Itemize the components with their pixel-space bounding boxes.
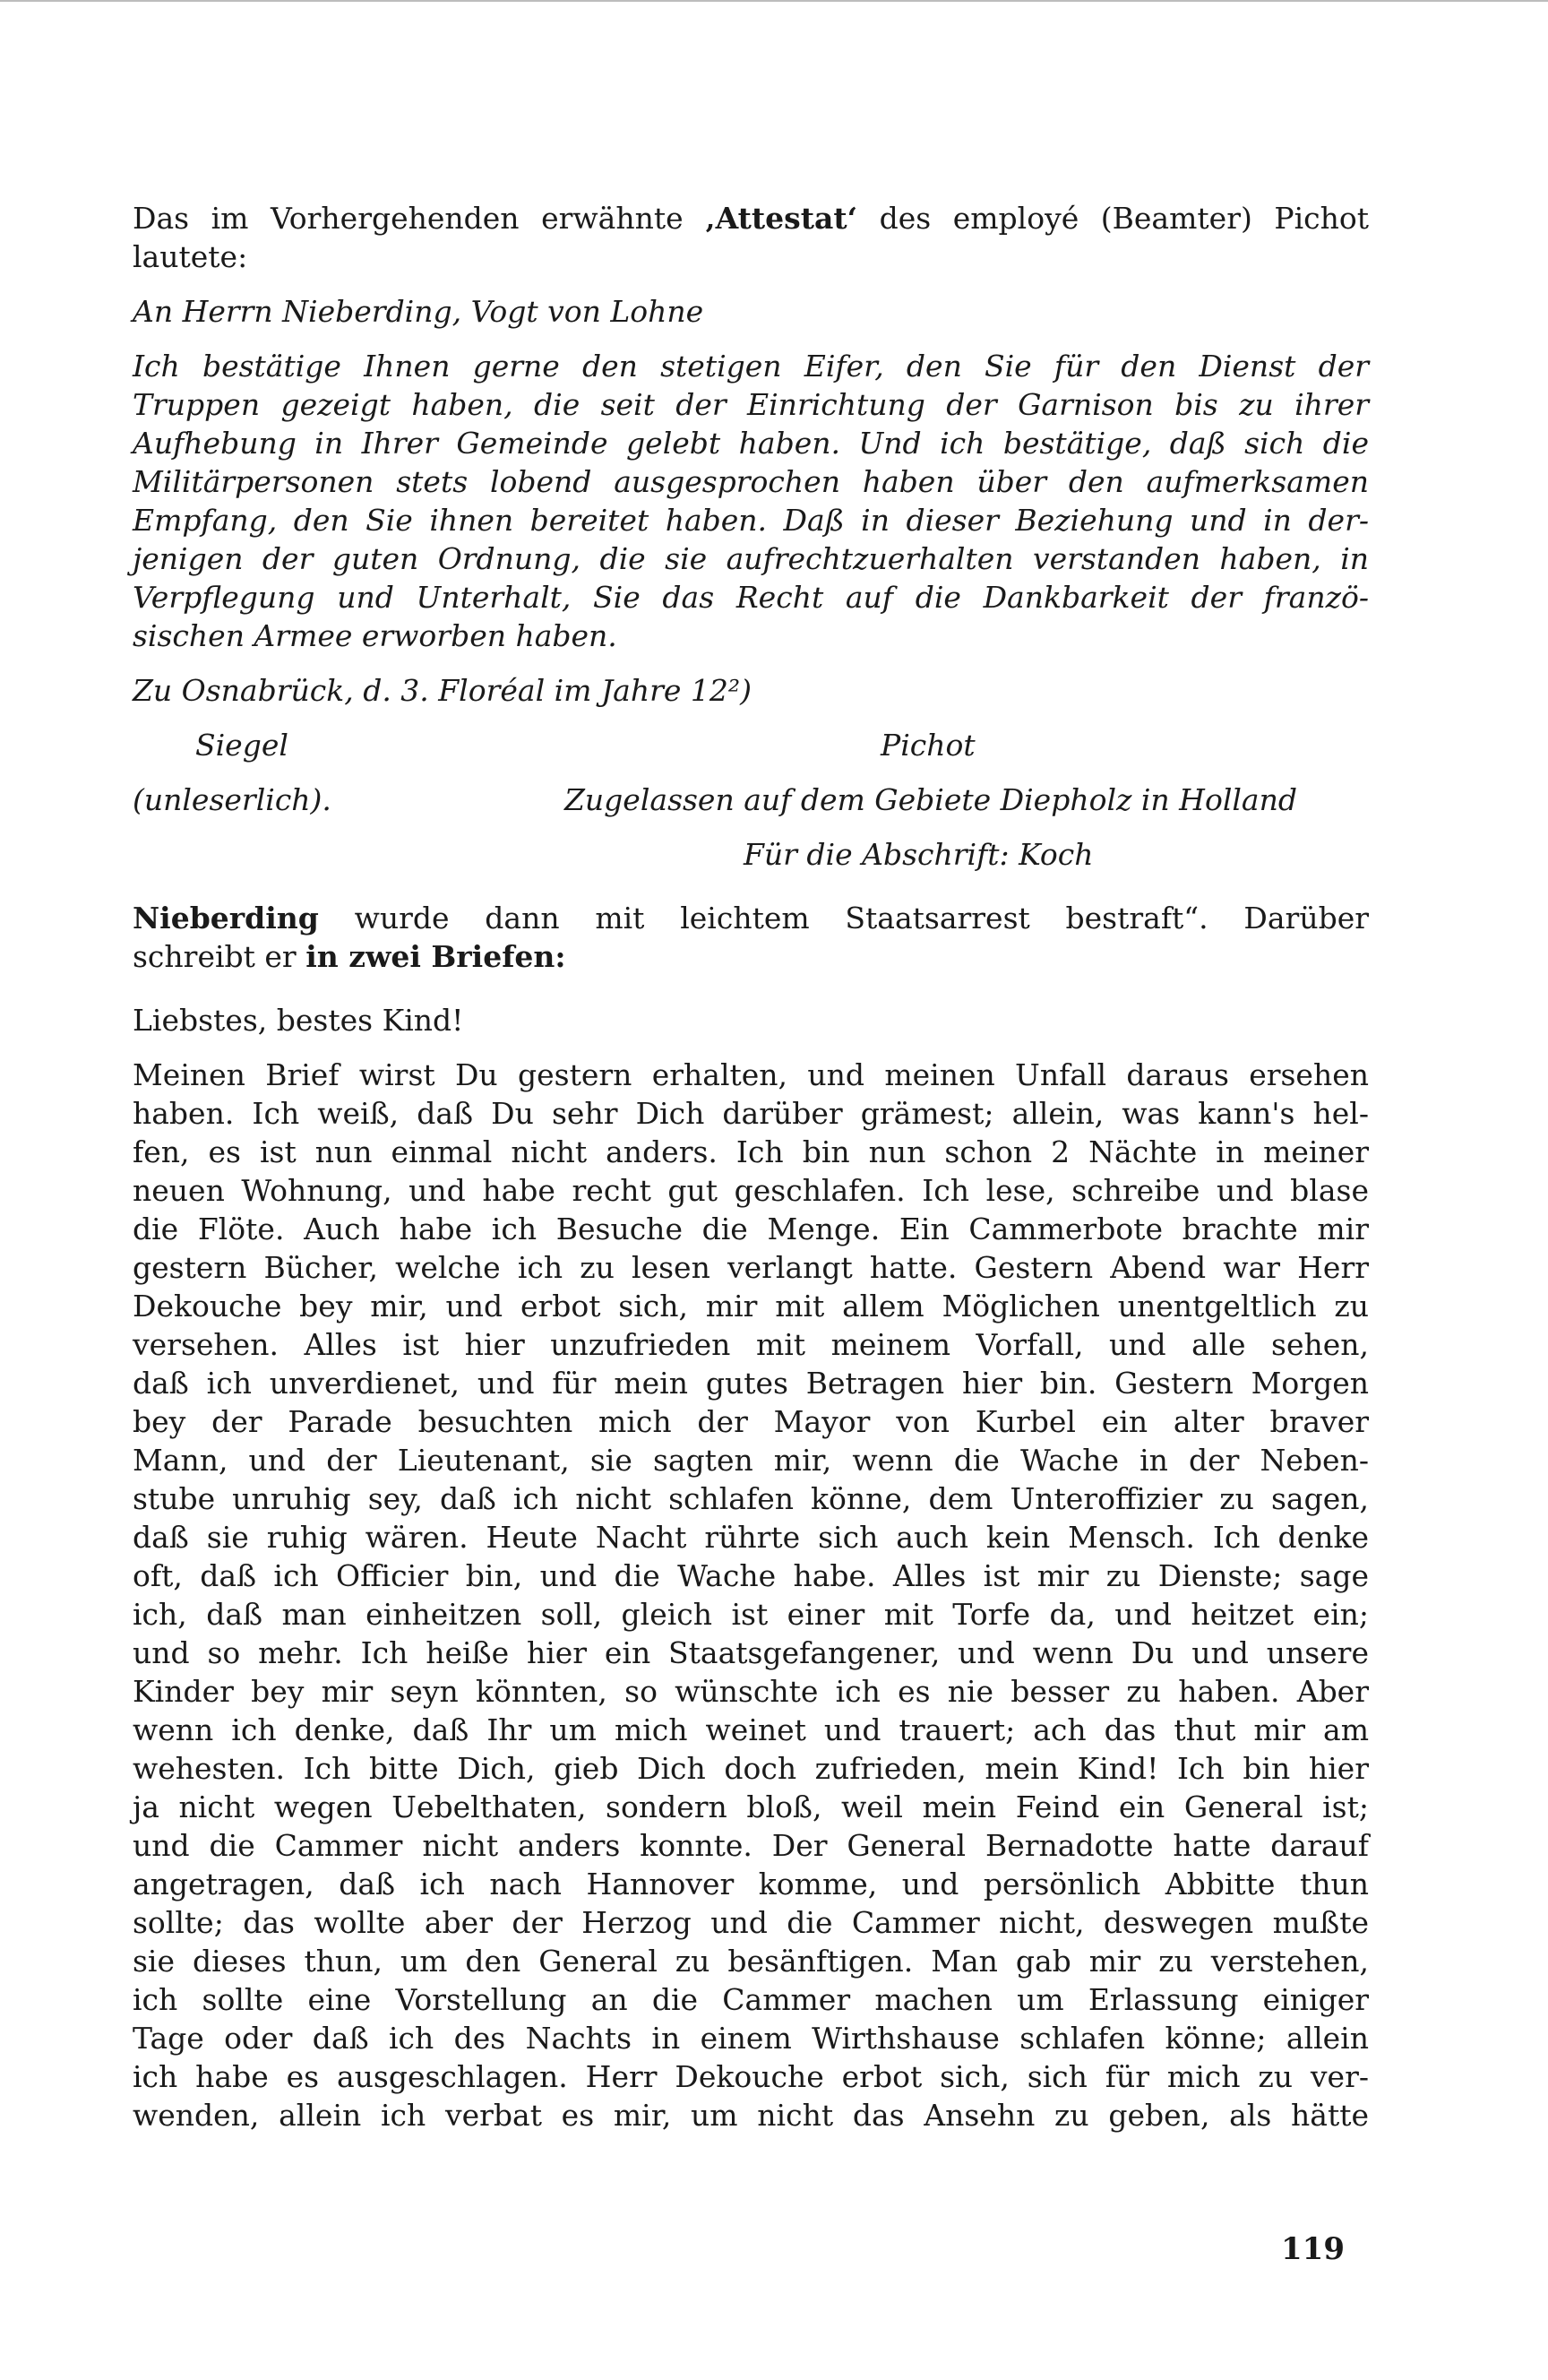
transition-line-2 [133, 937, 1369, 976]
intro-text-c: des employé (Beamter) Pichot [857, 201, 1369, 236]
intro-text-a: Das im Vorhergehenden erwähnte [133, 201, 706, 236]
letter-line: fen, es ist nun einmal nicht anders. Ich bin nun schon 2 Nächte in meiner [133, 1134, 1369, 1169]
letter-line: sie dieses thun, um den General zu besänftigen. Man gab mir zu verstehen, [133, 1944, 1369, 1979]
transition-line-1 [133, 899, 1369, 937]
letter-line: sollte; das wollte aber der Herzog und die Cammer nicht, deswegen mußte [133, 1905, 1369, 1940]
intro-line-1 [133, 199, 1369, 237]
attestat-place-date: Zu Osnabrück, d. 3. Floréal im Jahre 12²) [133, 673, 752, 708]
transition-emphasis: in zwei Briefen: [305, 939, 566, 974]
seal-label: Siegel [195, 728, 288, 763]
letter-line: ich, daß man einheitzen soll, gleich ist einer mit Torfe da, und heitzet ein; [133, 1597, 1369, 1632]
attestat-line: Truppen gezeigt haben, die seit der Einrichtung der Garnison bis zu ihrer [133, 387, 1369, 422]
attestat-line: Aufhebung in Ihrer Gemeinde gelebt haben. Und ich bestätige, daß sich die [133, 426, 1369, 461]
letter-line: haben. Ich weiß, daß Du sehr Dich darüber grämest; allein, was kann's hel- [133, 1096, 1369, 1131]
transition-name: Nieberding [133, 901, 319, 936]
letter-line: ich sollte eine Vorstellung an die Cammer machen um Erlassung einiger [133, 1982, 1369, 2017]
letter-line: daß sie ruhig wären. Heute Nacht rührte sich auch kein Mensch. Ich denke [133, 1520, 1369, 1555]
seal-note: (unleserlich). [133, 782, 331, 817]
attestat-address: An Herrn Nieberding, Vogt von Lohne [133, 294, 704, 329]
attestat-line: sischen Armee erworben haben. [133, 618, 617, 653]
letter-line: neuen Wohnung, und habe recht gut geschlafen. Ich lese, schreibe und blase [133, 1173, 1369, 1208]
letter-line: wehesten. Ich bitte Dich, gieb Dich doch zufrieden, mein Kind! Ich bin hier [133, 1751, 1369, 1786]
letter-body [133, 1056, 1369, 2134]
top-edge-rule [0, 0, 1548, 2]
letter-line: stube unruhig sey, daß ich nicht schlafen könne, dem Unteroffizier zu sagen, [133, 1481, 1369, 1516]
letter-line: gestern Bücher, welche ich zu lesen verlangt hatte. Gestern Abend war Herr [133, 1250, 1369, 1285]
letter-salutation: Liebstes, bestes Kind! [133, 1003, 464, 1038]
transition-text: schreibt er [133, 939, 306, 974]
attestat-line: Empfang, den Sie ihnen bereitet haben. Daß in dieser Beziehung und in der- [133, 503, 1369, 538]
attestat-line: jenigen der guten Ordnung, die sie aufrechtzuerhalten verstanden haben, in [133, 541, 1369, 576]
attestat-line: Verpflegung und Unterhalt, Sie das Recht auf die Dankbarkeit der franzö- [133, 580, 1369, 615]
attestat-line: Ich bestätige Ihnen gerne den stetigen Eifer, den Sie für den Dienst der [133, 349, 1369, 384]
letter-line: oft, daß ich Officier bin, und die Wache habe. Alles ist mir zu Dienste; sage [133, 1558, 1369, 1593]
letter-line: ja nicht wegen Uebelthaten, sondern bloß, weil mein Feind ein General ist; [133, 1789, 1369, 1824]
letter-line: daß ich unverdienet, und für mein gutes Betragen hier bin. Gestern Morgen [133, 1366, 1369, 1401]
letter-line: bey der Parade besuchten mich der Mayor von Kurbel ein alter braver [133, 1404, 1369, 1439]
intro-attestat-term: ‚Attestat‘ [705, 201, 858, 236]
page-number: 119 [1281, 2231, 1345, 2267]
signer-name: Pichot [881, 728, 976, 763]
letter-line: und die Cammer nicht anders konnte. Der General Bernadotte hatte darauf [133, 1828, 1369, 1863]
letter-line: ich habe es ausgeschlagen. Herr Dekouche erbot sich, sich für mich zu ver- [133, 2059, 1369, 2094]
letter-line: versehen. Alles ist hier unzufrieden mit meinem Vorfall, und alle sehen, [133, 1327, 1369, 1362]
letter-line: wenn ich denke, daß Ihr um mich weinet und trauert; ach das thut mir am [133, 1712, 1369, 1747]
signature-row-3 [133, 835, 1369, 874]
letter-line: Meinen Brief wirst Du gestern erhalten, und meinen Unfall daraus ersehen [133, 1057, 1369, 1092]
letter-line: Tage oder daß ich des Nachts in einem Wirthshause schlafen könne; allein [133, 2021, 1369, 2056]
signature-row-2 [133, 780, 1369, 819]
signer-note: Zugelassen auf dem Gebiete Diepholz in Holland [564, 782, 1297, 817]
attestat-line: Militärpersonen stets lobend ausgesprochen haben über den aufmerksamen [133, 464, 1369, 499]
page-body [133, 199, 1369, 2134]
letter-line: und so mehr. Ich heiße hier ein Staatsgefangener, und wenn Du und unsere [133, 1635, 1369, 1670]
letter-line: die Flöte. Auch habe ich Besuche die Menge. Ein Cammerbote brachte mir [133, 1212, 1369, 1246]
letter-line: Dekouche bey mir, und erbot sich, mir mit allem Möglichen unentgeltlich zu [133, 1289, 1369, 1324]
transition-rest: wurde dann mit leichtem Staatsarrest bestraft“. Darüber [318, 901, 1369, 936]
letter-line: angetragen, daß ich nach Hannover komme, und persönlich Abbitte thun [133, 1867, 1369, 1901]
intro-line-2: lautete: [133, 239, 248, 274]
copy-note: Für die Abschrift: Koch [744, 837, 1094, 872]
letter-line: Kinder bey mir seyn könnten, so wünschte ich es nie besser zu haben. Aber [133, 1674, 1369, 1709]
letter-line: Mann, und der Lieutenant, sie sagten mir, wenn die Wache in der Neben- [133, 1443, 1369, 1478]
signature-row-1 [133, 726, 1369, 764]
letter-line: wenden, allein ich verbat es mir, um nicht das Ansehn zu geben, als hätte [133, 2098, 1369, 2133]
attestat-body [133, 347, 1369, 655]
